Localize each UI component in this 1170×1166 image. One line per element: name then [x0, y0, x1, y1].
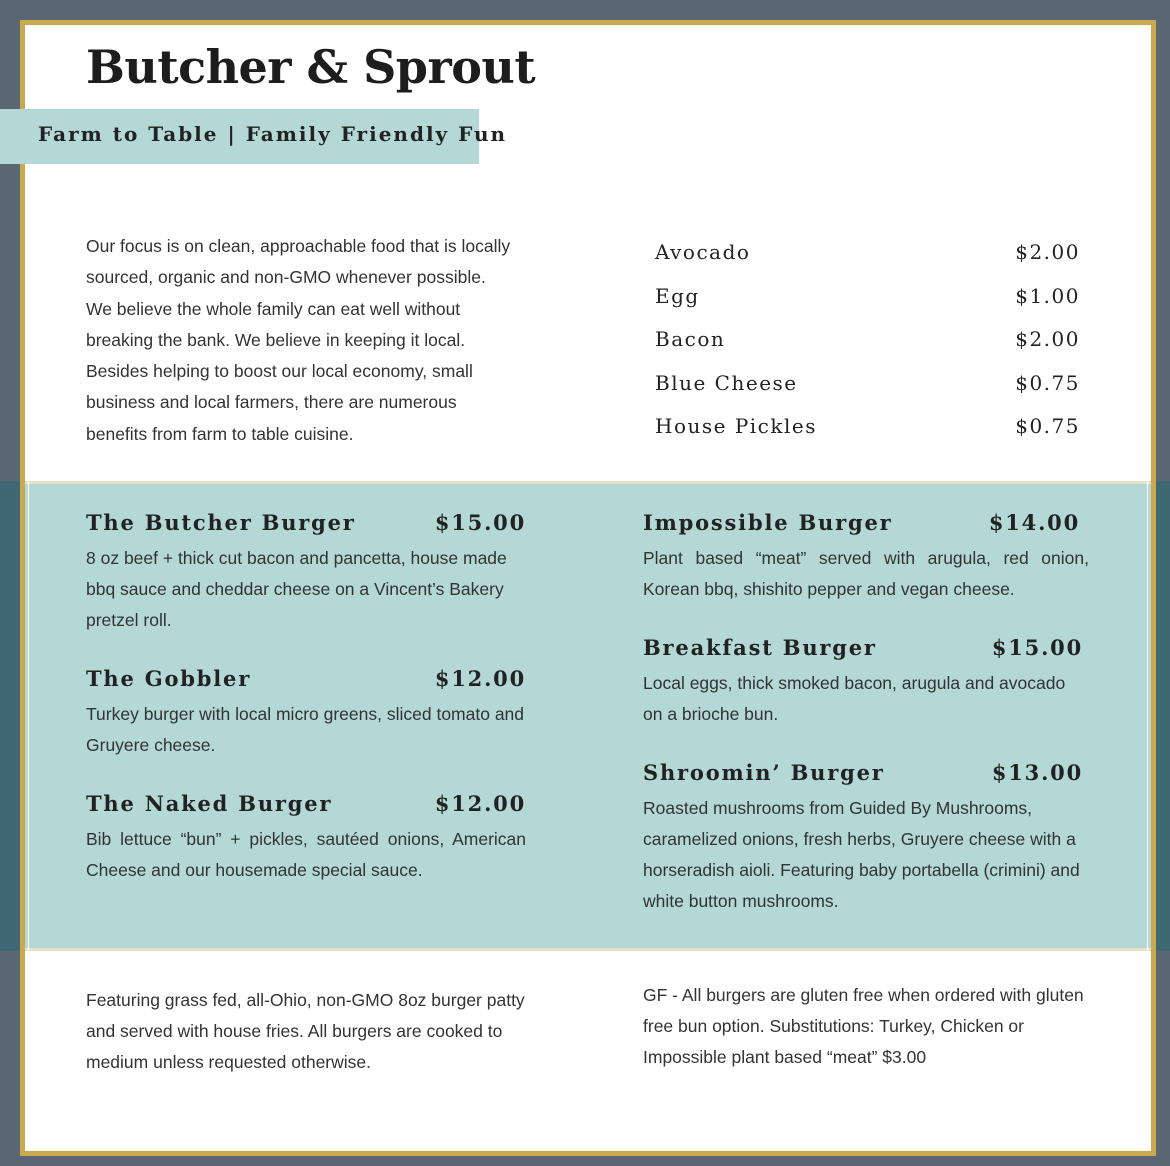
- menu-item-shroomin-burger: [643, 760, 1089, 917]
- item-price: $13.00: [991, 760, 1083, 785]
- item-name: The Gobbler: [86, 666, 252, 691]
- item-description: Local eggs, thick smoked bacon, arugula and avocado on a brioche bun.: [643, 673, 1066, 724]
- addon-price: $0.75: [1015, 370, 1080, 395]
- addon-price: $1.00: [1015, 283, 1080, 308]
- addon-name: House Pickles: [655, 414, 817, 439]
- item-name: Impossible Burger: [643, 510, 893, 535]
- burger-column-left: [86, 510, 526, 886]
- menu-item-butcher-burger: [86, 510, 526, 666]
- item-price: $15.00: [991, 635, 1083, 660]
- footer-note-patty: Featuring grass fed, all-Ohio, non-GMO 8oz burger patty and served with house fries. All burgers are cooked to medium unless requested otherwise.: [86, 990, 525, 1072]
- addon-price: $0.75: [1015, 414, 1080, 439]
- menu-item-breakfast-burger: [643, 635, 1089, 760]
- band-edge-right: [1156, 481, 1170, 951]
- addon-name: Bacon: [655, 327, 726, 352]
- item-description: Roasted mushrooms from Guided By Mushrooms, caramelized onions, fresh herbs, Gruyere cheese with a horseradish aioli. Featuring baby portabella (crimini) and white button mushrooms.: [643, 798, 1080, 911]
- item-price: $12.00: [434, 666, 526, 691]
- item-name: Breakfast Burger: [643, 635, 877, 660]
- addon-price: $2.00: [1015, 240, 1080, 264]
- item-description: Turkey burger with local micro greens, sliced tomato and Gruyere cheese.: [86, 704, 525, 755]
- addon-name: Avocado: [655, 240, 751, 264]
- menu-item-naked-burger: [86, 791, 526, 886]
- band-edge-left: [0, 481, 20, 951]
- footer-note-gluten-free: GF - All burgers are gluten free when ordered with gluten free bun option. Substitutions: Turkey, Chicken or Impossible plant based “meat” $3.00: [643, 985, 1084, 1067]
- addon-row: [655, 284, 1080, 328]
- item-description: Plant based “meat” served with arugula, red onion, Korean bbq, shishito pepper and vegan cheese.: [643, 548, 1089, 599]
- item-price: $15.00: [434, 510, 526, 535]
- addon-row: [655, 371, 1080, 415]
- item-name: Shroomin’ Burger: [643, 760, 885, 785]
- item-name: The Butcher Burger: [86, 510, 356, 535]
- item-name: The Naked Burger: [86, 791, 333, 816]
- tagline: Farm to Table | Family Friendly Fun: [38, 122, 508, 146]
- addon-name: Egg: [655, 283, 700, 308]
- addon-price: $2.00: [1015, 327, 1080, 352]
- menu-item-gobbler: [86, 666, 526, 791]
- item-description: Bib lettuce “bun” + pickles, sautéed onions, American Cheese and our housemade special sauce.: [86, 829, 526, 880]
- item-description: 8 oz beef + thick cut bacon and pancetta, house made bbq sauce and cheddar cheese on a Vincent’s Bakery pretzel roll.: [86, 548, 507, 630]
- restaurant-title: Butcher & Sprout: [86, 40, 536, 94]
- addon-row: [655, 327, 1080, 371]
- intro-paragraph: Our focus is on clean, approachable food that is locally sourced, organic and non-GMO whenever possible. We believe the whole family can eat well without breaking the bank. We believe in keeping it local. Besides helping to boost our local economy, small business and local farmers, there are numerous benefits from farm to table cuisine.: [86, 236, 511, 444]
- addons-list: [655, 240, 1080, 458]
- menu-item-impossible-burger: [643, 510, 1089, 635]
- burger-column-right: [643, 510, 1089, 917]
- item-price: $14.00: [988, 510, 1080, 535]
- addon-row: [655, 240, 1080, 284]
- addon-name: Blue Cheese: [655, 370, 798, 395]
- addon-row: [655, 414, 1080, 458]
- item-price: $12.00: [434, 791, 526, 816]
